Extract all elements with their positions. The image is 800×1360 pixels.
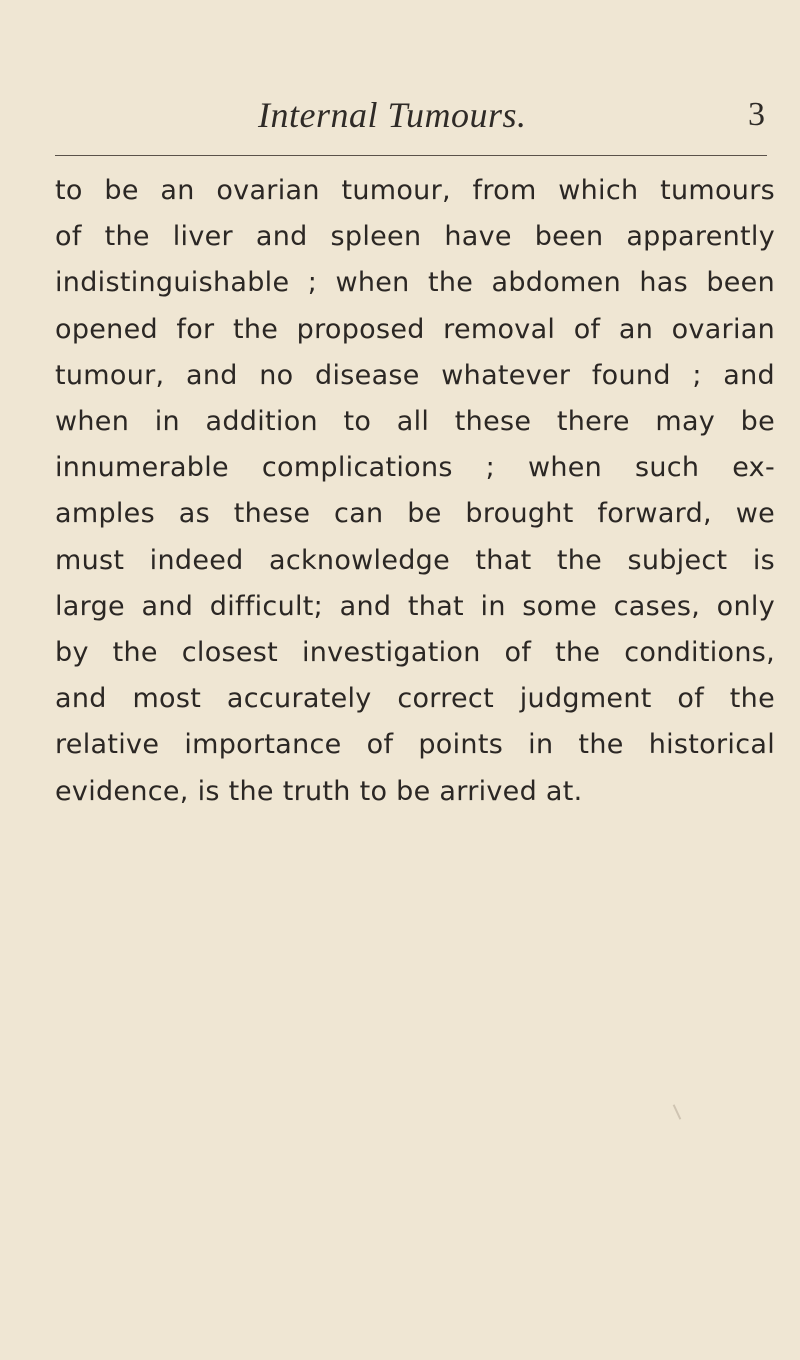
running-title: Internal Tumours. — [258, 95, 527, 135]
page-number: 3 — [748, 96, 765, 133]
text-line: large and difficult; and that in some cases, only — [55, 590, 775, 622]
text-line: of the liver and spleen have been apparently — [55, 221, 775, 253]
text-line: amples as these can be brought forward, we — [55, 498, 775, 530]
text-line: by the closest investigation of the conditions, — [55, 637, 775, 669]
text-line: and most accurately correct judgment of the — [55, 683, 775, 715]
text-line: opened for the proposed removal of an ovarian — [55, 313, 775, 345]
text-line: innumerable complications ; when such ex- — [55, 452, 775, 484]
text-line: indistinguishable ; when the abdomen has been — [55, 267, 775, 299]
paper-mark — [673, 1104, 682, 1119]
running-head — [0, 90, 800, 140]
header-rule — [55, 155, 767, 156]
text-line: evidence, is the truth to be arrived at. — [55, 775, 583, 807]
text-line: when in addition to all these there may be — [55, 406, 775, 438]
text-line: must indeed acknowledge that the subject is — [55, 544, 775, 576]
text-line: to be an ovarian tumour, from which tumours — [55, 175, 775, 206]
text-line: tumour, and no disease whatever found ; and — [55, 359, 775, 391]
body-paragraph — [55, 168, 775, 815]
text-line: relative importance of points in the historical — [55, 729, 775, 761]
